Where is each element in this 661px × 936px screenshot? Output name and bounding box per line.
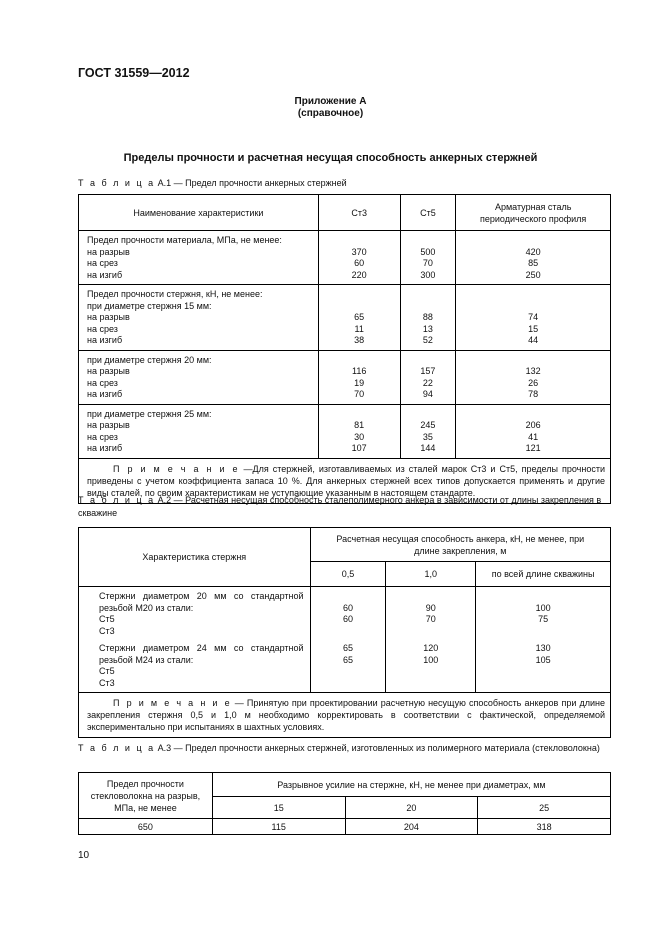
table2-col1-cell [310,587,386,693]
table2-subheader-0: 0,5 [310,562,386,587]
cell-line: на разрыв [87,312,130,322]
table1-header-rebar: Арматурная сталь периодического профиля [456,195,611,231]
table1-rebar-cell [456,404,611,458]
table2-subheader-1: 1,0 [386,562,476,587]
cell-line: 116 [351,366,367,376]
table-row [79,819,611,835]
table1-ct3-cell [318,350,400,404]
table1-rebar-cell [456,231,611,285]
table3 [78,772,611,835]
table1-ct3-cell [318,285,400,351]
page-number: 10 [78,850,90,861]
cell-line: 38 [354,335,365,345]
table2-col3-cell [476,587,611,693]
cell-line: 107 [351,443,367,453]
table2 [78,527,611,738]
table1-rebar-cell [456,350,611,404]
cell-line [401,301,456,313]
table1-header-ct3: Ст3 [318,195,400,231]
cell-line: 70 [425,614,436,624]
cell-line: 94 [422,389,433,399]
cell-line: 78 [528,389,539,399]
table3-cell-1: 115 [212,819,345,835]
cell-line: 52 [422,335,433,345]
cell-line: Ст5 [99,666,115,676]
table-row [79,350,611,404]
cell-line: 65 [354,312,365,322]
table3-cell-0: 650 [79,819,213,835]
cell-line: на срез [87,377,118,388]
cell-line: на срез [87,323,118,334]
cell-line [401,289,456,301]
cell-line: 35 [422,431,433,442]
cell-line: на изгиб [87,269,123,280]
table1-ct5-cell [400,285,456,351]
cell-line: 74 [528,312,539,322]
cell-line: на срез [87,431,118,442]
table3-cell-2: 204 [345,819,478,835]
cell-line: 132 [525,366,541,376]
cell-line: 30 [354,431,365,442]
cell-line: 13 [422,323,433,334]
table-row [79,231,611,285]
cell-line: 22 [422,377,433,388]
cell-line: при диаметре стержня 25 мм: [87,408,212,419]
cell-line: Ст3 [99,677,115,688]
table1-ct3-cell [318,231,400,285]
cell-line: Ст5 [99,614,115,624]
table1-label-cell [79,231,319,285]
table1-header-ct5: Ст5 [400,195,456,231]
cell-line: 44 [528,335,539,345]
cell-line: при диаметре стержня 20 мм: [87,354,212,365]
cell-line: 250 [525,269,541,280]
cell-line: на изгиб [87,443,123,453]
table3-subheader-1: 20 [345,797,478,819]
table1-label-cell [79,285,319,351]
cell-line: 60 [354,258,365,268]
table1-ct5-cell [400,231,456,285]
cell-line [456,301,610,313]
cell-line [319,409,400,421]
cell-line: 105 [535,654,551,665]
cell-line: на изгиб [87,335,123,345]
cell-line: 420 [525,246,541,257]
cell-line: 19 [354,377,365,388]
table-row [79,587,611,693]
table3-header-left: Предел прочности стекловолокна на разрыв, МПа, не менее [79,773,213,819]
table1-rebar-cell [456,285,611,351]
cell-line: 144 [420,443,436,453]
cell-line: 75 [538,614,549,624]
cell-line: на разрыв [87,246,130,257]
cell-line: 500 [420,246,436,257]
cell-line: Предел прочности стержня, кН, не менее: [87,289,263,299]
table2-label-cell [79,587,311,693]
cell-line: 130 [535,643,551,653]
cell-line: 100 [535,602,551,613]
cell-line: 90 [425,602,436,613]
cell-line [456,355,610,367]
table3-caption: Т а б л и ц а А.3 — Предел прочности анкерных стержней, изготовленных из полимерного материала (стекловолокна) [78,743,600,753]
cell-line: на срез [87,258,118,268]
cell-line: 60 [342,614,353,624]
cell-line: 220 [351,269,367,280]
table3-subheader-0: 15 [212,797,345,819]
cell-line: 65 [342,643,353,653]
cell-line: 11 [354,323,364,334]
cell-line: 88 [422,312,433,322]
cell-line: 245 [420,420,436,430]
table2-caption: Т а б л и ц а А.2 — Расчетная несущая способность сталеполимерного анкера в зависимости от длины закрепления в скважине [78,495,602,518]
table1-ct3-cell [318,404,400,458]
cell-line: 65 [342,654,353,665]
cell-line [456,289,610,301]
cell-line [401,409,456,421]
cell-line: 120 [423,643,439,653]
table2-group-title: Стержни диаметром 24 мм со стандартной резьбой М24 из стали: [99,643,304,665]
table1-caption: Т а б л и ц а А.1 — Предел прочности анкерных стержней [78,178,347,188]
cell-line: 157 [420,366,436,376]
cell-line [456,235,610,247]
cell-line: на изгиб [87,389,123,399]
table1-label-cell [79,350,319,404]
table2-header-top: Расчетная несущая способность анкера, кН, не менее, при длине закрепления, м [310,528,610,562]
table2-note: П р и м е ч а н и е — Принятую при проектировании расчетную несущую способность анкеров при длине закрепления стержня 0,5 и 1,0 м необходимо корректировать в соответствии с фактической, определяемой экспериментально при испытаниях в шахтных условиях. [79,693,611,738]
cell-line: 370 [351,246,367,257]
cell-line: Предел прочности материала, МПа, не менее: [87,235,282,245]
table1-header-name: Наименование характеристики [79,195,319,231]
table3-cell-3: 318 [478,819,611,835]
cell-line: 81 [354,420,365,430]
cell-line: 300 [420,269,436,280]
cell-line [456,409,610,421]
document-code: ГОСТ 31559—2012 [78,66,190,80]
cell-line: 15 [528,323,539,334]
table2-subheader-2: по всей длине скважины [476,562,611,587]
cell-line: 206 [525,420,541,430]
table2-header-left: Характеристика стержня [79,528,311,587]
table-row [79,404,611,458]
cell-line: 60 [342,602,353,613]
cell-line: 100 [423,654,439,665]
cell-line [401,355,456,367]
cell-line: на разрыв [87,366,130,376]
table3-subheader-2: 25 [478,797,611,819]
table1-label-cell [79,404,319,458]
table3-header-top: Разрывное усилие на стержне, кН, не менее при диаметрах, мм [212,773,610,797]
cell-line: 70 [422,258,433,268]
cell-line: 85 [528,258,539,268]
cell-line: 121 [525,443,541,453]
cell-line [401,235,456,247]
cell-line [319,235,400,247]
cell-line: 70 [354,389,365,399]
appendix-subtitle: (справочное) [297,108,364,119]
cell-line: 26 [528,377,539,388]
cell-line [319,289,400,301]
cell-line: Ст3 [99,625,115,636]
table-row [79,285,611,351]
table1-ct5-cell [400,404,456,458]
table2-col2-cell [386,587,476,693]
main-title: Пределы прочности и расчетная несущая способность анкерных стержней [123,152,538,164]
table2-group-title: Стержни диаметром 20 мм со стандартной резьбой М20 из стали: [99,591,304,613]
table1-ct5-cell [400,350,456,404]
cell-line: при диаметре стержня 15 мм: [87,300,212,311]
cell-line [319,355,400,367]
table1 [78,194,611,504]
table1-note: П р и м е ч а н и е —Для стержней, изготавливаемых из сталей марок Ст3 и Ст5, пределы прочности приведены с учетом коэффициента запаса 10 %. Для анкерных стержней всех типов допускается применять и другие виды сталей, по своим характеристикам не уступающие указанным в настоящем стандарте. [79,458,611,503]
cell-line: 41 [528,431,539,442]
cell-line [319,301,400,313]
cell-line: на разрыв [87,420,130,430]
appendix-title: Приложение А [294,96,367,107]
